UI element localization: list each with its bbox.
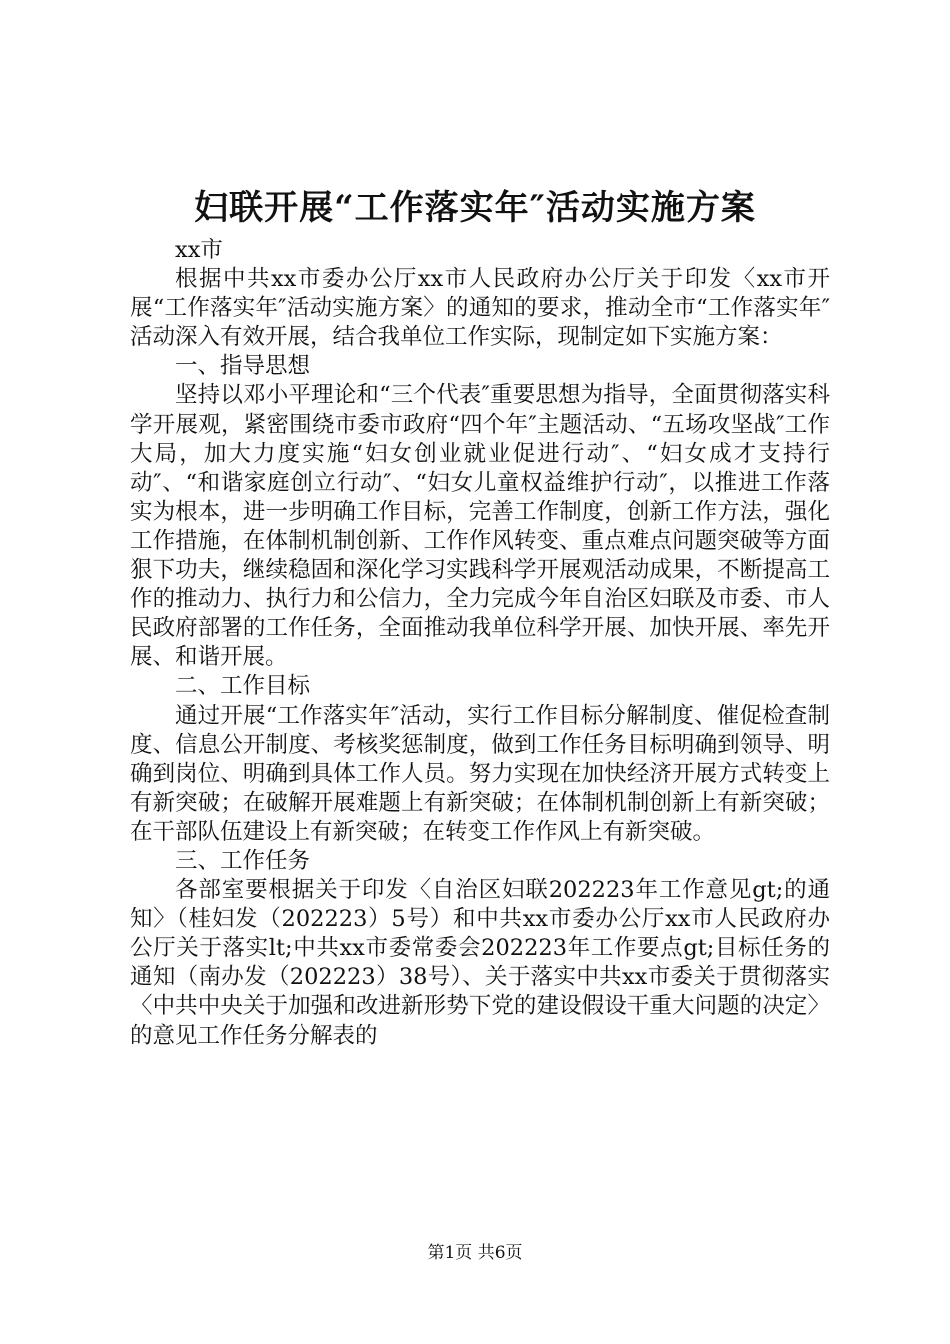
section-heading-guiding-ideology: 一、指导思想: [175, 353, 311, 380]
paragraph-intro: 根据中共xx市委办公厅xx市人民政府办公厅关于印发〈xx市开展“工作落实年″活动实施方案〉的通知的要求，推动全市“工作落实年″活动深入有效开展，结合我单位工作实际，现制定如下实施方案：: [130, 266, 830, 351]
paragraph-work-tasks: 各部室要根据关于印发〈自治区妇联202223年工作意见gt;的通知〉（桂妇发（202223）5号）和中共xx市委办公厅xx市人民政府办公厅关于落实lt;中共xx市委常委会202223年工作要点gt;目标任务的通知（南办发（202223）38号）、关于落实中共xx市委关于贯彻落实〈中共中央关于加强和改进新形势下党的建设假设干重大问题的决定〉的意见工作任务分解表的: [130, 877, 830, 1049]
section-heading-work-goals: 二、工作目标: [175, 673, 311, 700]
paragraph-work-goals: 通过开展“工作落实年″活动，实行工作目标分解制度、催促检查制度、信息公开制度、考核奖惩制度，做到工作任务目标明确到领导、明确到岗位、明确到具体工作人员。努力实现在加快经济开展方式转变上有新突破；在破解开展难题上有新突破；在体制机制创新上有新突破；在干部队伍建设上有新突破；在转变工作作风上有新突破。: [130, 702, 830, 845]
document-title: 妇联开展“工作落实年″活动实施方案: [194, 188, 756, 228]
section-heading-work-tasks: 三、工作任务: [175, 847, 311, 874]
document-body: [130, 236, 830, 1051]
paragraph-guiding-ideology: 坚持以邓小平理论和“三个代表″重要思想为指导，全面贯彻落实科学开展观，紧密围绕市委市政府“四个年″主题活动、“五场攻坚战″工作大局，加大力度实施“妇女创业就业促进行动″、“妇女成才支持行动″、“和谐家庭创立行动″、“妇女儿童权益维护行动″，以推进工作落实为根本，进一步明确工作目标，完善工作制度，创新工作方法，强化工作措施，在体制机制创新、工作作风转变、重点难点问题突破等方面狠下功夫，继续稳固和深化学习实践科学开展观活动成果，不断提高工作的推动力、执行力和公信力，全力完成今年自治区妇联及市委、市人民政府部署的工作任务，全面推动我单位科学开展、加快开展、率先开展、和谐开展。: [130, 382, 830, 671]
page-footer: 第1页 共6页: [427, 1243, 523, 1263]
paragraph-location: xx市: [175, 237, 223, 263]
